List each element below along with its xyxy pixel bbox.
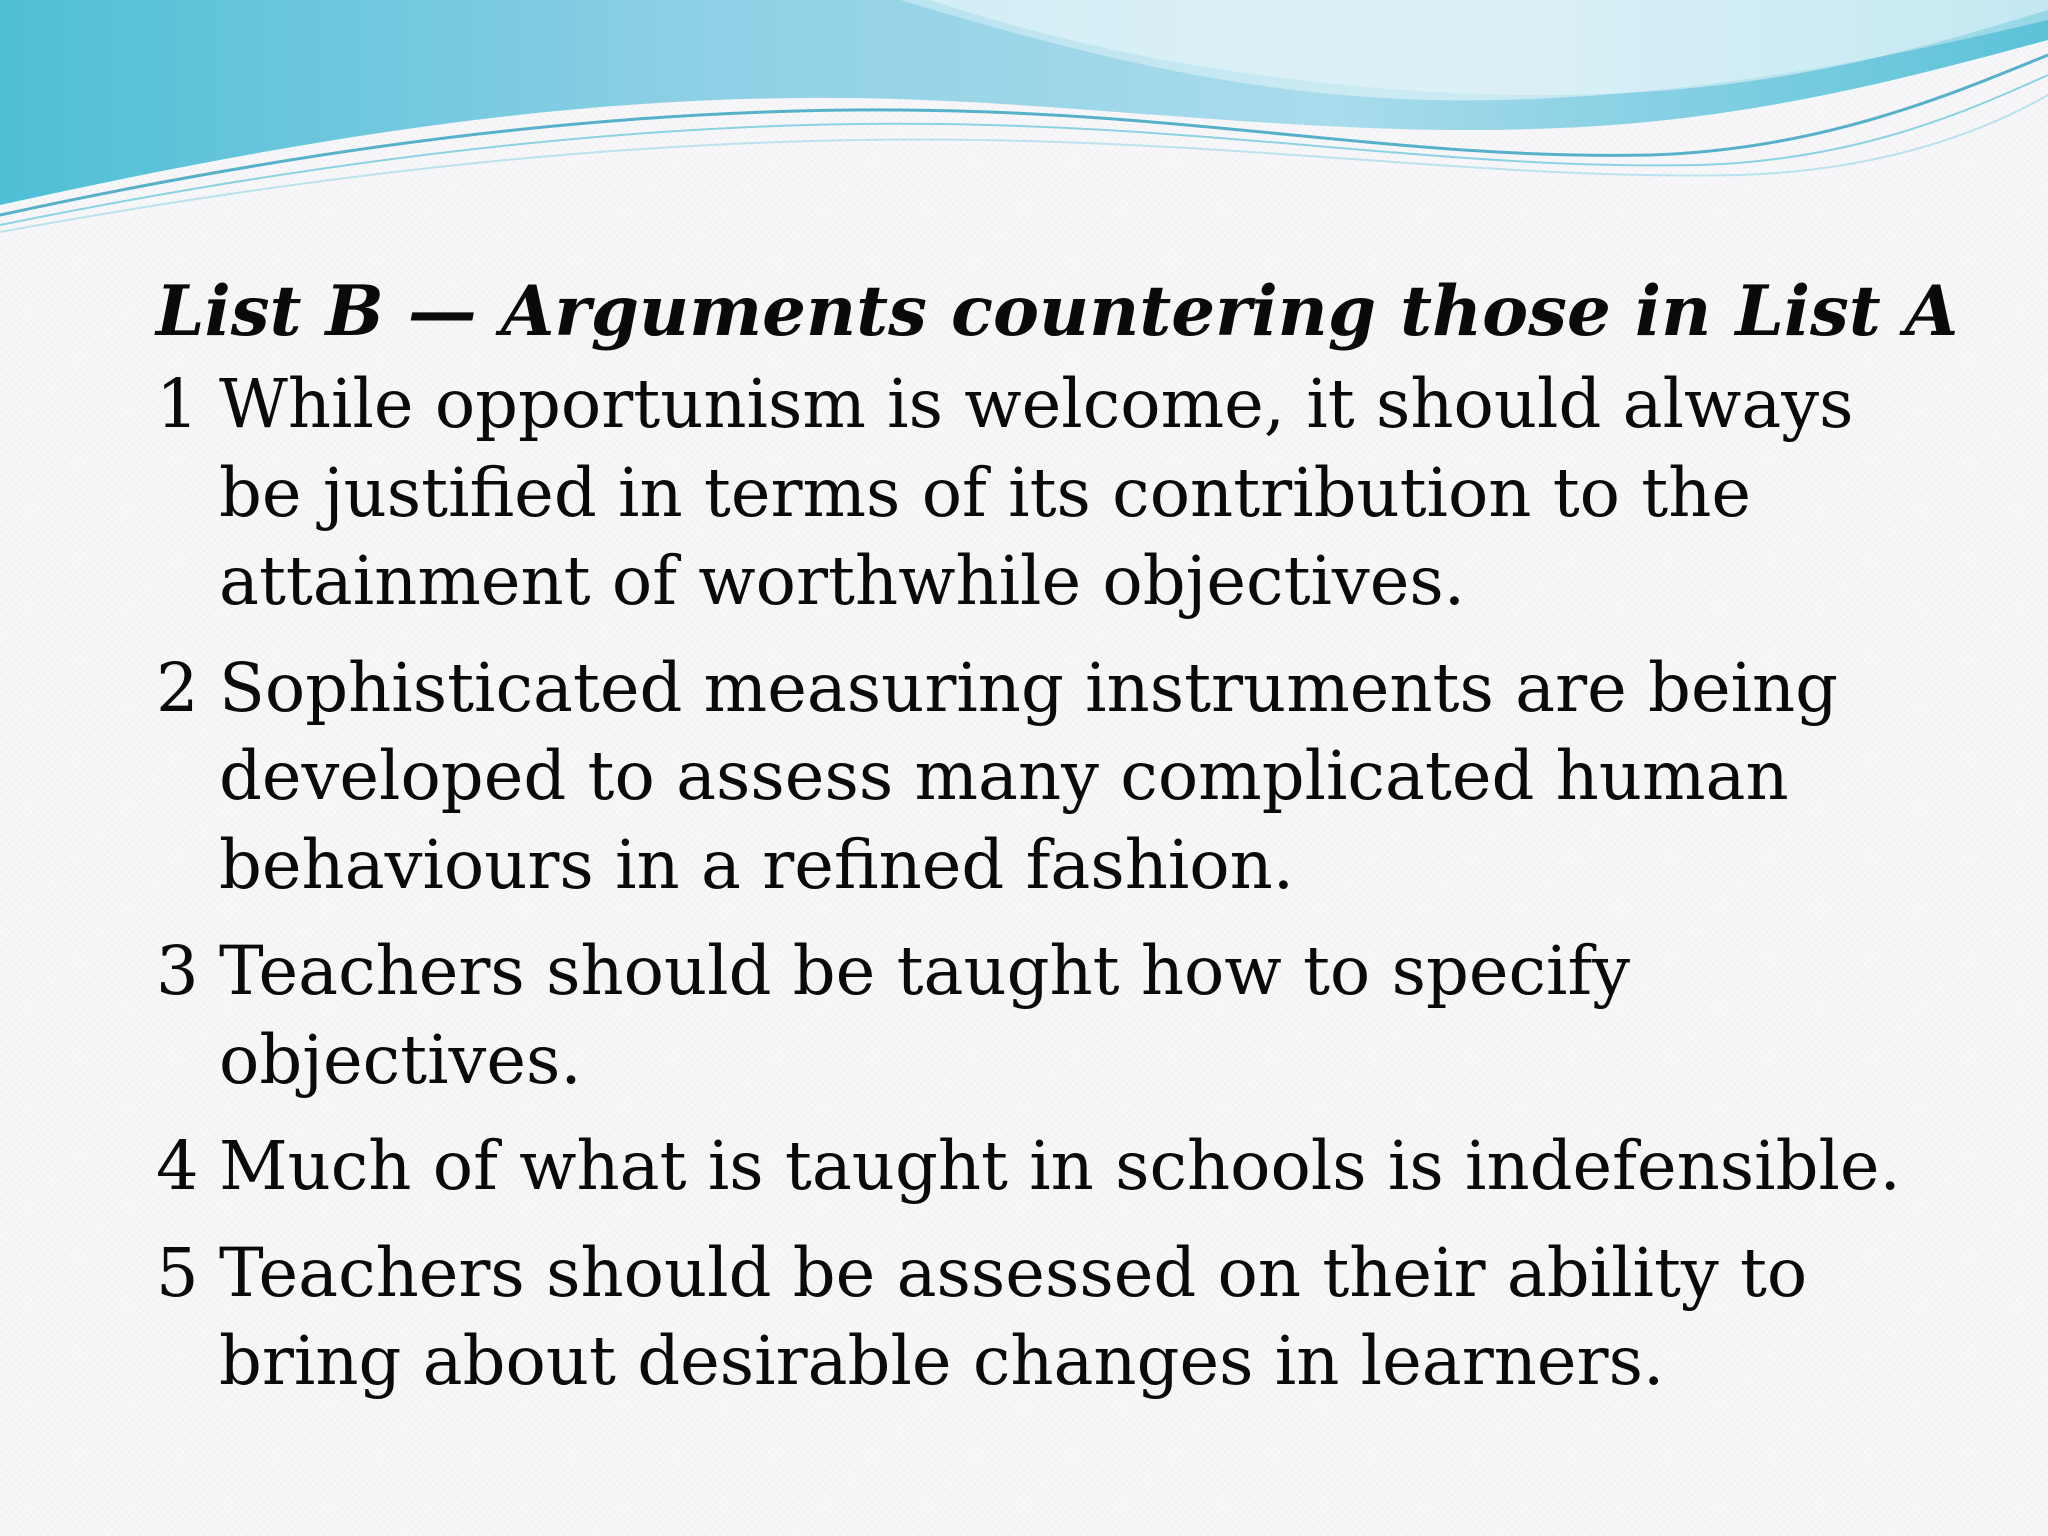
list-item-text: While opportunism is welcome, it should always be justified in terms of its contribution to the attainment of worthwhile objectives. — [219, 365, 1854, 620]
list-item-number: 1 — [156, 365, 199, 443]
list-item — [156, 1229, 1956, 1406]
list-item-number: 2 — [156, 648, 199, 727]
list-item — [156, 360, 1956, 626]
list-item — [156, 1122, 1956, 1211]
list-item-number: 3 — [156, 932, 199, 1010]
list-item-number: 5 — [156, 1233, 199, 1312]
header-wave-decoration — [0, 0, 2048, 240]
list-item — [156, 644, 1956, 910]
slide-content — [156, 270, 1959, 1424]
list-item-text: Teachers should be assessed on their ability to bring about desirable changes in learners. — [219, 1233, 1808, 1400]
list-item — [156, 927, 1956, 1104]
list-item-text: Much of what is taught in schools is indefensible. — [219, 1127, 1901, 1205]
list-item-text: Teachers should be taught how to specify objectives. — [219, 932, 1631, 1099]
slide-heading: List B — Arguments countering those in List A — [156, 271, 1959, 352]
argument-list — [156, 360, 1956, 1406]
list-item-number: 4 — [156, 1127, 199, 1205]
list-item-text: Sophisticated measuring instruments are being developed to assess many complicated human behaviours in a refined fashion. — [219, 648, 1839, 904]
